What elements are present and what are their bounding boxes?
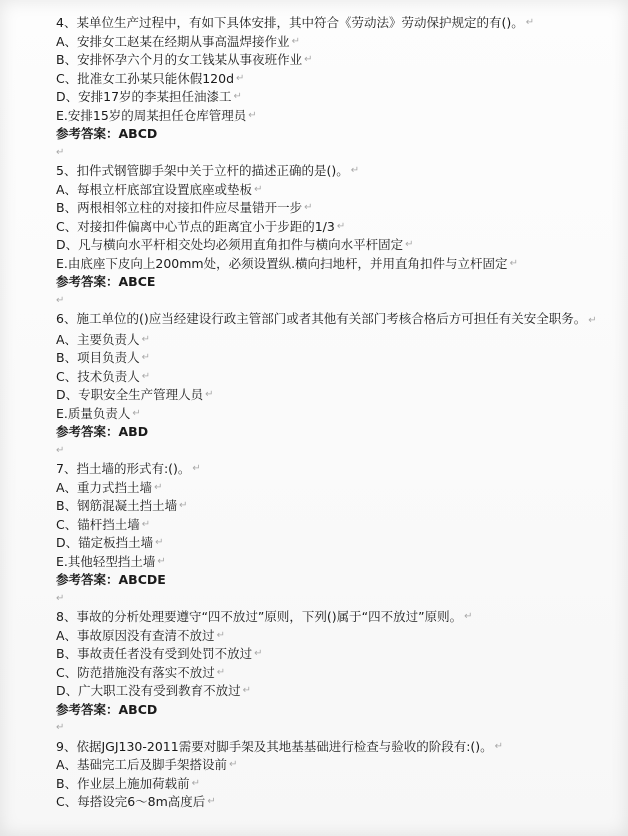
question-5 [56, 162, 616, 310]
option-text: B、事故责任者没有受到处罚不放过 [56, 646, 253, 661]
blank-line [56, 442, 616, 461]
option-text: B、安排怀孕六个月的女工钱某从事夜班作业 [56, 52, 303, 67]
option-b [56, 51, 616, 70]
document-body [56, 14, 616, 812]
option-text: C、批准女工孙某只能休假120d [56, 70, 235, 86]
stem-text: 8、事故的分析处理要遵守“四不放过”原则，下列()属于“四不放过”原则。 [56, 609, 463, 624]
paragraph-mark-icon: ↵ [464, 611, 473, 622]
option-a [56, 33, 616, 52]
paragraph-mark-icon: ↵ [304, 202, 313, 213]
paragraph-mark-icon: ↵ [254, 648, 263, 659]
paragraph-mark-icon: ↵ [248, 109, 257, 121]
option-d [56, 682, 616, 701]
question-stem [56, 738, 616, 757]
option-text: C、每搭设完6～8m高度后 [56, 794, 206, 809]
paragraph-mark-icon: ↵ [405, 239, 414, 250]
answer-line [56, 423, 616, 442]
paragraph-mark-icon: ↵ [229, 759, 238, 770]
option-text: A、基础完工后及脚手架搭设前 [56, 757, 228, 772]
option-e [56, 405, 616, 424]
question-9 [56, 738, 616, 812]
option-e [56, 255, 616, 274]
paragraph-mark-icon: ↵ [336, 220, 346, 232]
option-text: D、安排17岁的李某担任油漆工 [56, 89, 232, 104]
option-text: A、事故原因没有查清不放过 [56, 627, 215, 643]
option-b [56, 645, 616, 664]
paragraph-mark-icon: ↵ [56, 444, 65, 456]
option-text: D、广大职工没有受到教育不放过 [56, 683, 241, 698]
option-e [56, 553, 616, 572]
paragraph-mark-icon: ↵ [56, 722, 65, 733]
answer-text: 参考答案：ABCDE [56, 572, 166, 587]
paragraph-mark-icon: ↵ [254, 183, 263, 195]
option-text: E.质量负责人 [56, 405, 131, 421]
paragraph-mark-icon: ↵ [179, 500, 188, 511]
paragraph-mark-icon: ↵ [192, 463, 201, 474]
stem-text: 7、挡土墙的形式有:()。 [56, 461, 191, 476]
paragraph-mark-icon: ↵ [216, 629, 225, 641]
option-text: D、锚定板挡土墙 [56, 535, 154, 550]
question-stem [56, 608, 616, 627]
option-c [56, 368, 616, 387]
stem-text: 4、某单位生产过程中，有如下具体安排，其中符合《劳动法》劳动保护规定的有()。 [56, 15, 524, 30]
option-text: A、每根立杆底部宜设置底座或垫板 [56, 181, 253, 197]
option-text: E.安排15岁的周某担任仓库管理员 [56, 107, 247, 123]
stem-text: 5、扣件式钢管脚手架中关于立杆的描述正确的是()。 [56, 163, 349, 178]
option-a [56, 756, 616, 775]
option-b [56, 199, 616, 218]
option-a [56, 627, 616, 646]
question-stem [56, 310, 616, 331]
paragraph-mark-icon: ↵ [191, 777, 200, 789]
option-text: E.其他轻型挡土墙 [56, 553, 156, 569]
paragraph-mark-icon: ↵ [56, 146, 65, 158]
option-c [56, 793, 616, 812]
option-d [56, 88, 616, 107]
blank-line [56, 292, 616, 311]
option-text: E.由底座下皮向上200mm处，必须设置纵.横向扫地杆，并用直角扣件与立杆固定 [56, 255, 508, 271]
stem-text: 9、依据JGJ130-2011需要对脚手架及其地基基础进行检查与验收的阶段有:()。 [56, 738, 493, 754]
question-stem [56, 14, 616, 33]
answer-text: 参考答案：ABCE [56, 274, 156, 289]
paragraph-mark-icon: ↵ [304, 54, 313, 65]
paragraph-mark-icon: ↵ [509, 257, 518, 269]
option-c [56, 218, 616, 237]
question-4 [56, 14, 616, 162]
paragraph-mark-icon: ↵ [350, 165, 360, 176]
option-text: D、凡与横向水平杆相交处均必须用直角扣件与横向水平杆固定 [56, 237, 404, 252]
option-a [56, 181, 616, 200]
paragraph-mark-icon: ↵ [141, 518, 151, 530]
paragraph-mark-icon: ↵ [56, 592, 65, 604]
paragraph-mark-icon: ↵ [525, 17, 535, 28]
option-text: C、防范措施没有落实不放过 [56, 664, 215, 680]
paragraph-mark-icon: ↵ [216, 666, 226, 678]
paragraph-mark-icon: ↵ [291, 35, 300, 47]
paragraph-mark-icon: ↵ [207, 796, 216, 807]
question-8 [56, 608, 616, 738]
option-text: C、对接扣件偏离中心节点的距离宜小于步距的1/3 [56, 218, 335, 234]
blank-line [56, 719, 616, 738]
option-text: B、作业层上施加荷载前 [56, 775, 190, 791]
option-c [56, 664, 616, 683]
answer-text: 参考答案：ABCD [56, 126, 158, 141]
option-text: B、项目负责人 [56, 350, 140, 365]
question-stem [56, 162, 616, 181]
option-text: A、安排女工赵某在经期从事高温焊接作业 [56, 33, 290, 49]
option-a [56, 331, 616, 350]
answer-line [56, 125, 616, 144]
question-7 [56, 460, 616, 608]
paragraph-mark-icon: ↵ [154, 481, 163, 493]
answer-line [56, 273, 616, 292]
question-6 [56, 310, 616, 460]
option-e [56, 107, 616, 126]
answer-line [56, 701, 616, 720]
option-text: B、钢筋混凝土挡土墙 [56, 498, 178, 513]
question-stem [56, 460, 616, 479]
option-b [56, 775, 616, 794]
paragraph-mark-icon: ↵ [132, 407, 141, 419]
option-text: A、重力式挡土墙 [56, 479, 153, 495]
option-text: D、专职安全生产管理人员 [56, 387, 204, 402]
option-d [56, 236, 616, 255]
paragraph-mark-icon: ↵ [141, 352, 150, 363]
paragraph-mark-icon: ↵ [205, 389, 214, 400]
option-d [56, 386, 616, 405]
paragraph-mark-icon: ↵ [588, 315, 597, 326]
stem-text: 6、施工单位的()应当经建设行政主管部门或者其他有关部门考核合格后方可担任有关安全职务。 [56, 311, 587, 326]
paragraph-mark-icon: ↵ [155, 537, 164, 548]
paragraph-mark-icon: ↵ [494, 740, 504, 752]
option-text: C、锚杆挡土墙 [56, 516, 140, 532]
answer-text: 参考答案：ABD [56, 424, 149, 439]
paragraph-mark-icon: ↵ [141, 370, 151, 382]
paragraph-mark-icon: ↵ [242, 685, 252, 696]
option-c [56, 516, 616, 535]
option-b [56, 497, 616, 516]
option-d [56, 534, 616, 553]
paragraph-mark-icon: ↵ [236, 72, 245, 84]
paragraph-mark-icon: ↵ [141, 333, 150, 345]
blank-line [56, 590, 616, 609]
answer-line [56, 571, 616, 590]
option-text: A、主要负责人 [56, 331, 140, 347]
option-a [56, 479, 616, 498]
option-text: B、两根相邻立柱的对接扣件应尽量错开一步 [56, 200, 303, 215]
option-b [56, 349, 616, 368]
paragraph-mark-icon: ↵ [56, 294, 65, 306]
option-text: C、技术负责人 [56, 368, 140, 384]
paragraph-mark-icon: ↵ [233, 91, 242, 102]
paragraph-mark-icon: ↵ [157, 555, 166, 567]
answer-text: 参考答案：ABCD [56, 701, 158, 717]
blank-line [56, 144, 616, 163]
option-c [56, 70, 616, 89]
